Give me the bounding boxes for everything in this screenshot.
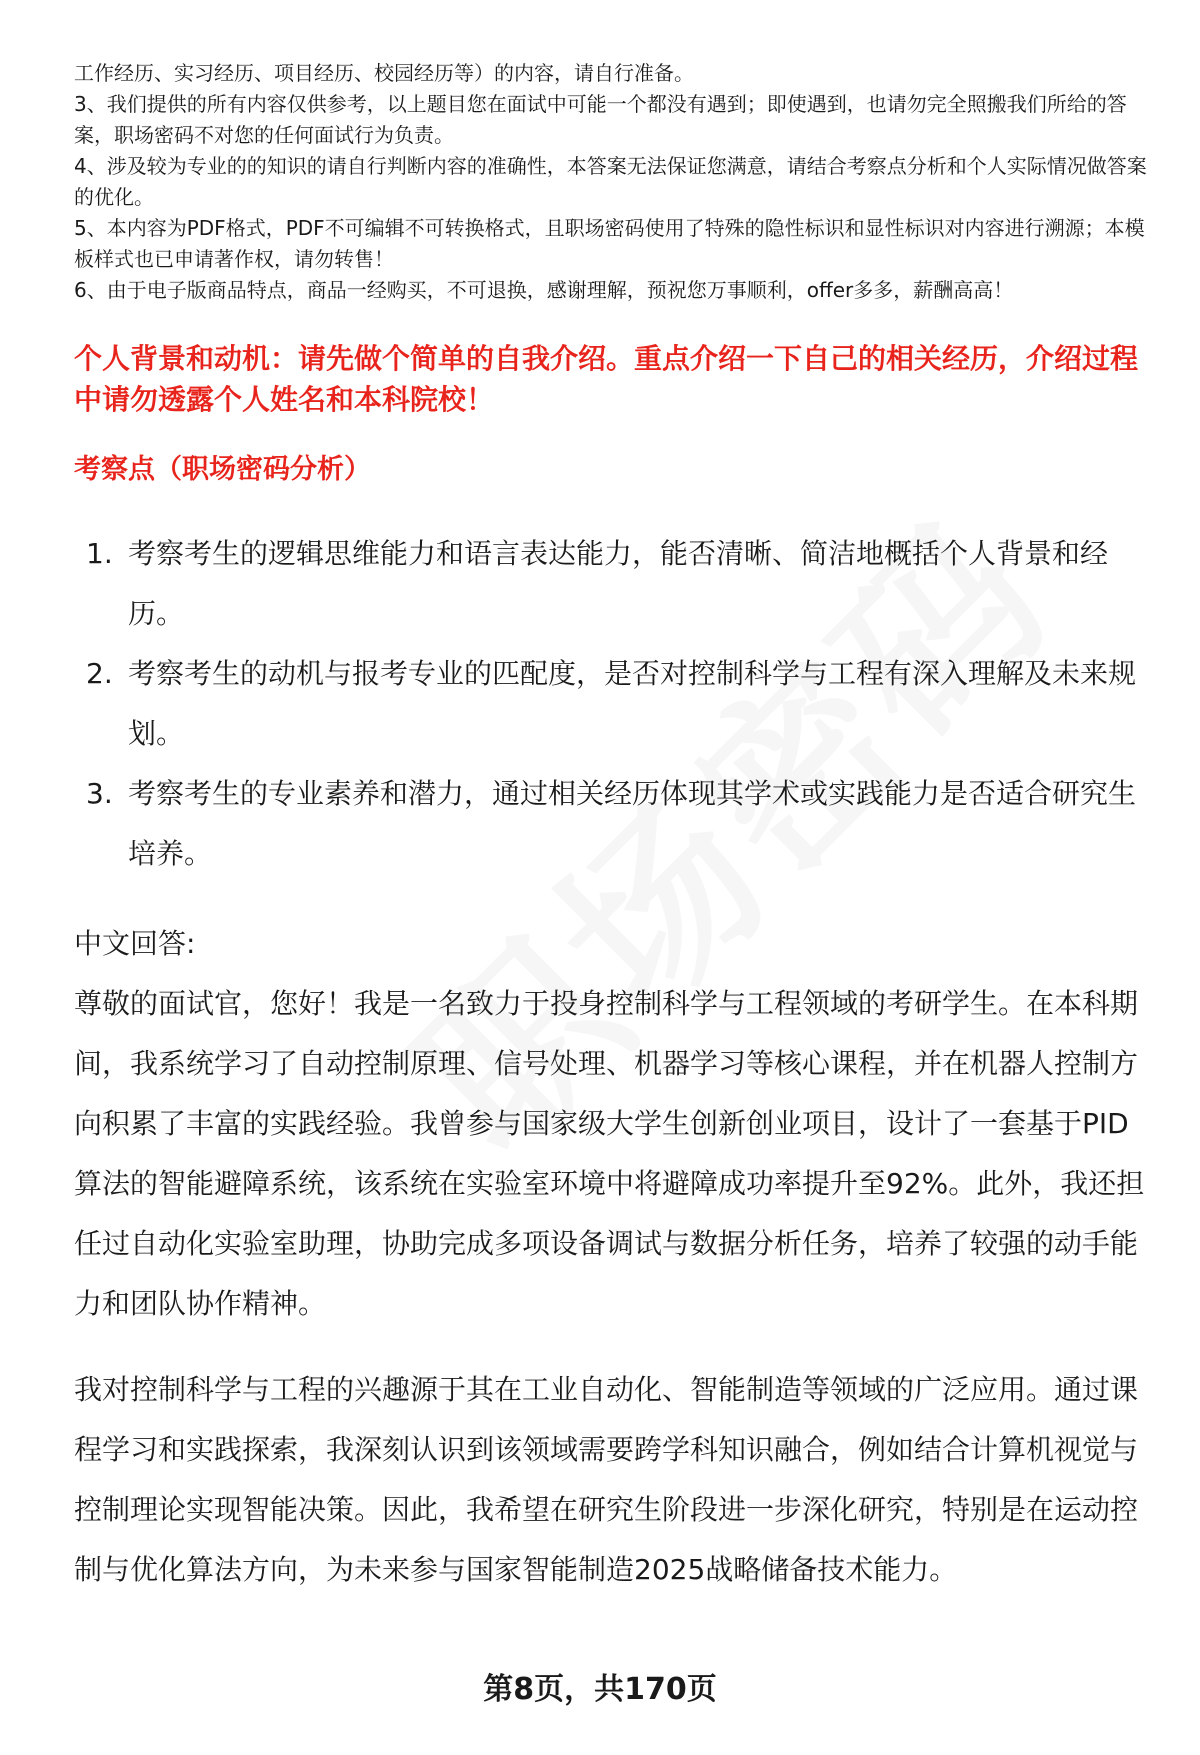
list-number: 2. bbox=[86, 657, 113, 690]
notice-line: 5、本内容为PDF格式，PDF不可编辑不可转换格式，且职场密码使用了特殊的隐性标识和显性标识对内容进行溯源；本模板样式也已申请著作权，请勿转售！ bbox=[74, 216, 1145, 271]
question-heading: 个人背景和动机：请先做个简单的自我介绍。重点介绍一下自己的相关经历，介绍过程中请勿透露个人姓名和本科院校！ bbox=[74, 342, 1139, 416]
list-item bbox=[74, 524, 1154, 644]
notice-line: 3、我们提供的所有内容仅供参考，以上题目您在面试中可能一个都没有遇到；即使遇到，也请勿完全照搬我们所给的答案，职场密码不对您的任何面试行为负责。 bbox=[74, 92, 1127, 147]
answer-paragraph: 我对控制科学与工程的兴趣源于其在工业自动化、智能制造等领域的广泛应用。通过课程学习和实践探索，我深刻认识到该领域需要跨学科知识融合，例如结合计算机视觉与控制理论实现智能决策。因此，我希望在研究生阶段进一步深化研究，特别是在运动控制与优化算法方向，为未来参与国家智能制造2025战略储备技术能力。 bbox=[74, 1373, 1139, 1586]
notice-line: 工作经历、实习经历、项目经历、校园经历等）的内容，请自行准备。 bbox=[74, 61, 694, 85]
answer-label: 中文回答: bbox=[74, 927, 196, 960]
page-number: 第8页，共170页 bbox=[483, 1672, 717, 1707]
answer-paragraph: 尊敬的面试官，您好！我是一名致力于投身控制科学与工程领域的考研学生。在本科期间，我系统学习了自动控制原理、信号处理、机器学习等核心课程，并在机器人控制方向积累了丰富的实践经验。我曾参与国家级大学生创新创业项目，设计了一套基于PID算法的智能避障系统，该系统在实验室环境中将避障成功率提升至92%。此外，我还担任过自动化实验室助理，协助完成多项设备调试与数据分析任务，培养了较强的动手能力和团队协作精神。 bbox=[74, 987, 1145, 1320]
list-item bbox=[74, 764, 1154, 884]
answer-section bbox=[74, 914, 1154, 1600]
assessment-title: 考察点（职场密码分析） bbox=[74, 454, 371, 485]
notice-line: 6、由于电子版商品特点，商品一经购买，不可退换，感谢理解，预祝您万事顺利，offer多多，薪酬高高！ bbox=[74, 278, 1014, 302]
list-text: 考察考生的逻辑思维能力和语言表达能力，能否清晰、简洁地概括个人背景和经历。 bbox=[128, 537, 1109, 630]
list-number: 3. bbox=[86, 777, 113, 810]
notice-line: 4、涉及较为专业的的知识的请自行判断内容的准确性，本答案无法保证您满意，请结合考察点分析和个人实际情况做答案的优化。 bbox=[74, 154, 1147, 209]
notice-section bbox=[74, 58, 1154, 306]
list-item bbox=[74, 644, 1154, 764]
list-text: 考察考生的动机与报考专业的匹配度，是否对控制科学与工程有深入理解及未来规划。 bbox=[128, 657, 1137, 750]
assessment-points-list bbox=[74, 524, 1154, 884]
list-number: 1. bbox=[86, 537, 113, 570]
list-text: 考察考生的专业素养和潜力，通过相关经历体现其学术或实践能力是否适合研究生培养。 bbox=[128, 777, 1137, 870]
